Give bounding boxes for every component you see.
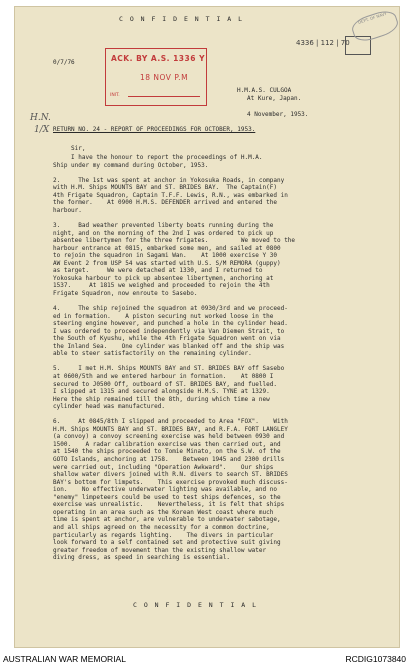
body-line: at 0600/5th and we entered harbour in formation. At 0800 I: [53, 372, 274, 380]
body-line: 1500. A radar calibration exercise was then carried out, and: [53, 440, 281, 448]
body-line: "enemy" limpeteers could be used to test ships defences, so the: [53, 493, 281, 501]
body-line: were carried out, including "Operation Awkward". Our ships: [53, 463, 274, 471]
body-line: 6. At 0845/8th I slipped and proceeded to Area "FOX". With: [53, 418, 288, 426]
body-line: the former. At 0900 H.M.S. DEFENDER arrived and entered the: [53, 199, 277, 207]
body-line: 4th Frigate Squadron, Captain T.F.F. Lewis, R.N., was embarked in: [53, 191, 288, 199]
body-line: I have the honour to report the proceedings of H.M.A.: [53, 154, 263, 161]
ship-location: At Kure, Japan.: [247, 95, 302, 102]
salutation: Sir,: [71, 145, 86, 152]
body-line: look forward to a self contained set and protective suit giving: [53, 539, 281, 547]
stamp-line-init: INIT.: [110, 93, 120, 98]
body-line: operating in an area such as the Korean West coast where much: [53, 508, 274, 516]
report-title: RETURN NO. 24 - REPORT OF PROCEEDINGS FOR OCTOBER, 1953.: [53, 126, 256, 133]
archive-footer: [0, 650, 410, 666]
body-line: 4. The ship rejoined the squadron at 0930/3rd and we proceed-: [53, 305, 288, 312]
body-line: exercise was unrealistic. Nevertheless, it is felt that ships: [53, 501, 285, 509]
archive-name: AUSTRALIAN WAR MEMORIAL: [3, 654, 126, 664]
body-line: cylinder head was manufactured.: [53, 403, 165, 411]
body-line: steering engine however, and punched a hole in the cylinder head.: [53, 320, 288, 328]
body-line: H.M. Ships MOUNTS BAY and ST. BRIDES BAY, and R.F.A. FORT LANGLEY: [53, 425, 288, 433]
body-line: and all ships agreed on the necessity for a common doctrine,: [53, 523, 270, 531]
body-line: shallow water divers joined with R.N. divers to search ST. BRIDES: [53, 471, 288, 479]
body-line: Yokosuka harbour to pick up absentee libertymen, anchoring at: [53, 274, 274, 282]
body-line: able to steer satisfactorily on the remaining cylinder.: [53, 350, 252, 358]
body-line: secured to J0500 Off, outboard of ST. BRIDES BAY, and fuelled.: [53, 380, 277, 388]
file-number: 0/7/76: [53, 59, 75, 66]
body-line: GOTO Islands, anchoring at 1758. Between 1945 and 2300 drills: [53, 456, 285, 463]
body-line: as target. We were detached at 1330, and I returned to: [53, 267, 263, 275]
body-line: 3. Bad weather prevented liberty boats running during the: [53, 221, 274, 229]
classification-top: C O N F I D E N T I A L: [119, 15, 244, 23]
body-line: night, and on the morning of the 2nd I was ordered to pick up: [53, 229, 274, 237]
archive-id: RCDIG1073840: [345, 654, 406, 664]
body-line: ed in formation. A piston securing nut worked loose in the: [53, 312, 274, 320]
body-line: the South of Kyushu, while the 4th Frigate Squadron went on via: [53, 335, 281, 343]
handwritten-note-1: H.N.: [30, 113, 51, 123]
body-line: absentee libertymen for the three frigates. We moved to the: [53, 237, 296, 245]
body-line: (a convoy) a convoy screening exercise was held between 0930 and: [53, 433, 285, 441]
body-line: harbour entrance at 0815, embarked some men, and sailed at 0800: [53, 244, 281, 252]
body-line: diving dress, as speed in searching is essential.: [53, 554, 231, 562]
body-line: time is spent at anchor, are vulnerable to underwater sabotage,: [53, 516, 281, 524]
body-line: Frigate Squadron, now enroute to Sasebo.: [53, 289, 198, 297]
body-line: AW Event 2 from USP 54 was started with U.S. S/M REMORA (guppy): [53, 259, 281, 267]
handwritten-note-2: 1/X: [34, 125, 50, 135]
body-line: greater freedom of movement than the existing shallow water: [53, 546, 267, 554]
department-stamp: DEPT. OF NAVY: [349, 7, 400, 44]
body-line: to rejoin the squadron in Sagami Wan. At 1000 exercise Y 30: [53, 252, 277, 260]
body-line: BAY's bottom for limpets. This exercise provoked much discuss-: [53, 478, 288, 486]
letter-date: 4 November, 1953.: [247, 111, 309, 118]
body-line: 1537. At 1815 we weighed and proceeded to rejoin the 4th: [53, 282, 270, 290]
stamp-init-line: [128, 96, 200, 97]
body-line: Ship under my command during October, 1953.: [53, 161, 209, 169]
body-line: Here the ship remained till the 8th, during which time a new: [53, 395, 270, 403]
body-line: with H.M. Ships MOUNTS BAY and ST. BRIDES BAY. The Captain(F): [53, 184, 277, 192]
acknowledgement-stamp: [105, 48, 207, 106]
body-line: the Inland Sea. One cylinder was blanked off and the ship was: [53, 342, 285, 350]
reference-number: 4336 | 112 | 70: [296, 39, 350, 47]
body-line: 5. I met H.M. Ships MOUNTS BAY and ST. BRIDES BAY off Sasebo: [53, 365, 285, 373]
body-line: I slipped at 1315 and secured alongside H.M.S. TYNE at 1329.: [53, 388, 270, 396]
stamp-line-ack: ACK. BY A.S. 1336 Y: [111, 54, 205, 63]
document-page: [14, 6, 400, 648]
body-line: particularly as regards lighting. The divers in particular: [53, 531, 274, 539]
body-line: 2. The 1st was spent at anchor in Yokosuka Roads, in company: [53, 176, 285, 184]
classification-bottom: C O N F I D E N T I A L: [133, 601, 258, 609]
body-line: ion. No effective underwater lighting was available, and no: [53, 486, 277, 494]
body-line: at 1540 the ships proceeded to Tomie Minato, on the S.W. of the: [53, 448, 281, 456]
body-line: I was ordered to proceed independently via Van Diemen Strait, to: [53, 327, 285, 335]
ship-name: H.M.A.S. CULGOA: [237, 87, 292, 94]
stamp-line-date: 18 NOV P.M: [140, 73, 189, 82]
body-line: harbour.: [53, 206, 82, 214]
